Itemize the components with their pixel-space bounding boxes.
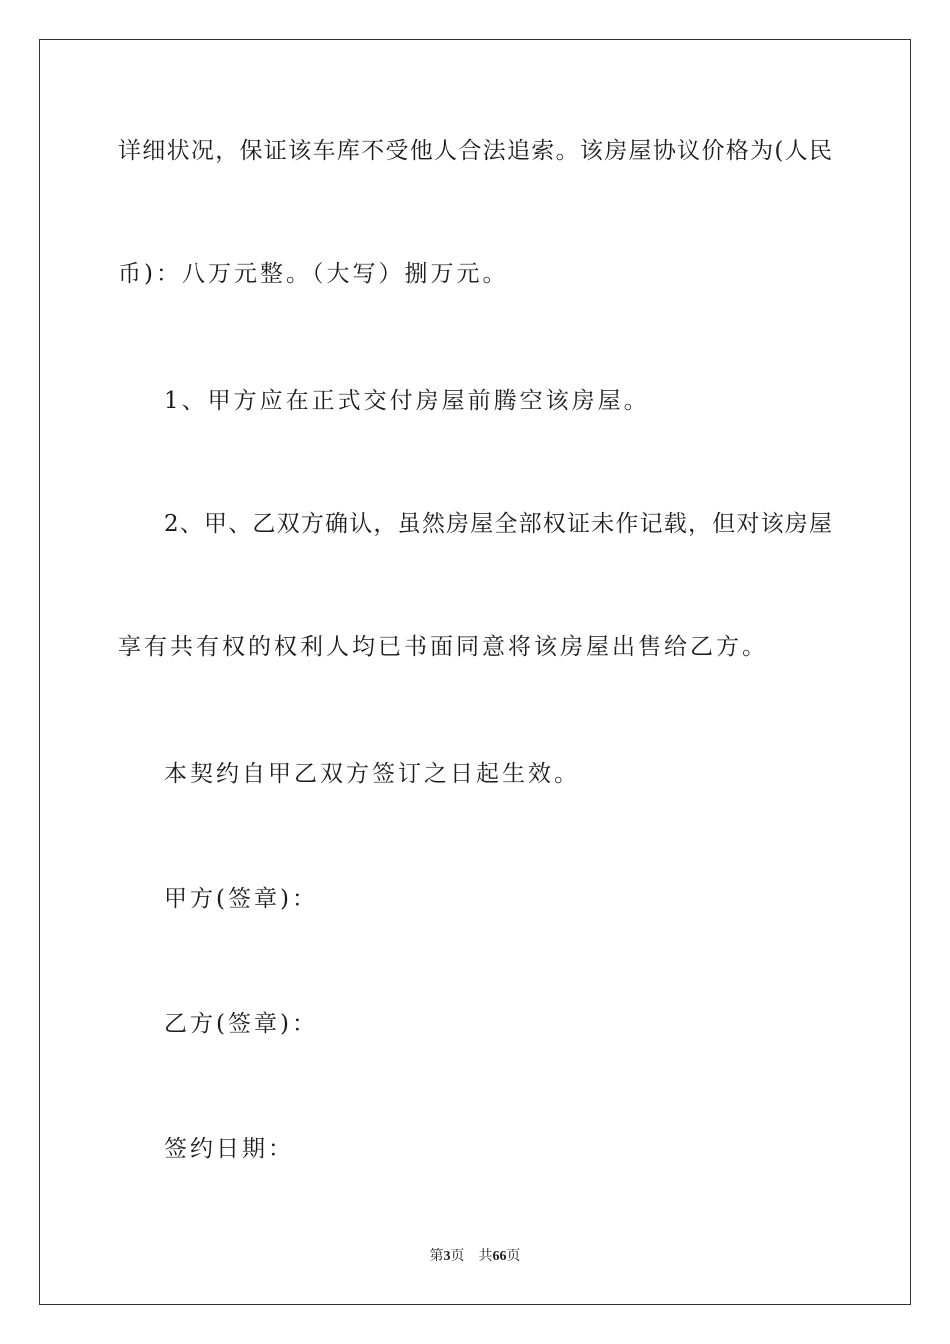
party-a-signature: 甲方(签章)：	[164, 886, 318, 912]
footer-total-suffix: 页	[506, 1249, 521, 1264]
footer-total-prefix: 共	[478, 1249, 493, 1264]
footer-page-number: 3	[443, 1249, 451, 1264]
effective-clause: 本契约自甲乙双方签订之日起生效。	[164, 761, 580, 787]
clause-1: 1、甲方应在正式交付房屋前腾空该房屋。	[164, 388, 650, 414]
signing-date: 签约日期：	[164, 1136, 294, 1162]
footer-total-pages: 66	[492, 1249, 507, 1264]
paragraph-line-1: 详细状况，保证该车库不受他人合法追索。该房屋协议价格为(人民	[118, 138, 832, 164]
footer-page-suffix: 页	[450, 1249, 465, 1264]
page-border	[39, 39, 911, 1305]
clause-2-line-1: 2、甲、乙双方确认，虽然房屋全部权证未作记载，但对该房屋	[164, 511, 832, 537]
party-b-signature: 乙方(签章)：	[164, 1011, 318, 1037]
page-footer	[0, 1248, 950, 1266]
paragraph-line-2: 币)：八万元整。（大写）捌万元。	[118, 261, 509, 287]
footer-page-prefix: 第	[429, 1249, 444, 1264]
clause-2-line-2: 享有共有权的权利人均已书面同意将该房屋出售给乙方。	[118, 634, 768, 660]
